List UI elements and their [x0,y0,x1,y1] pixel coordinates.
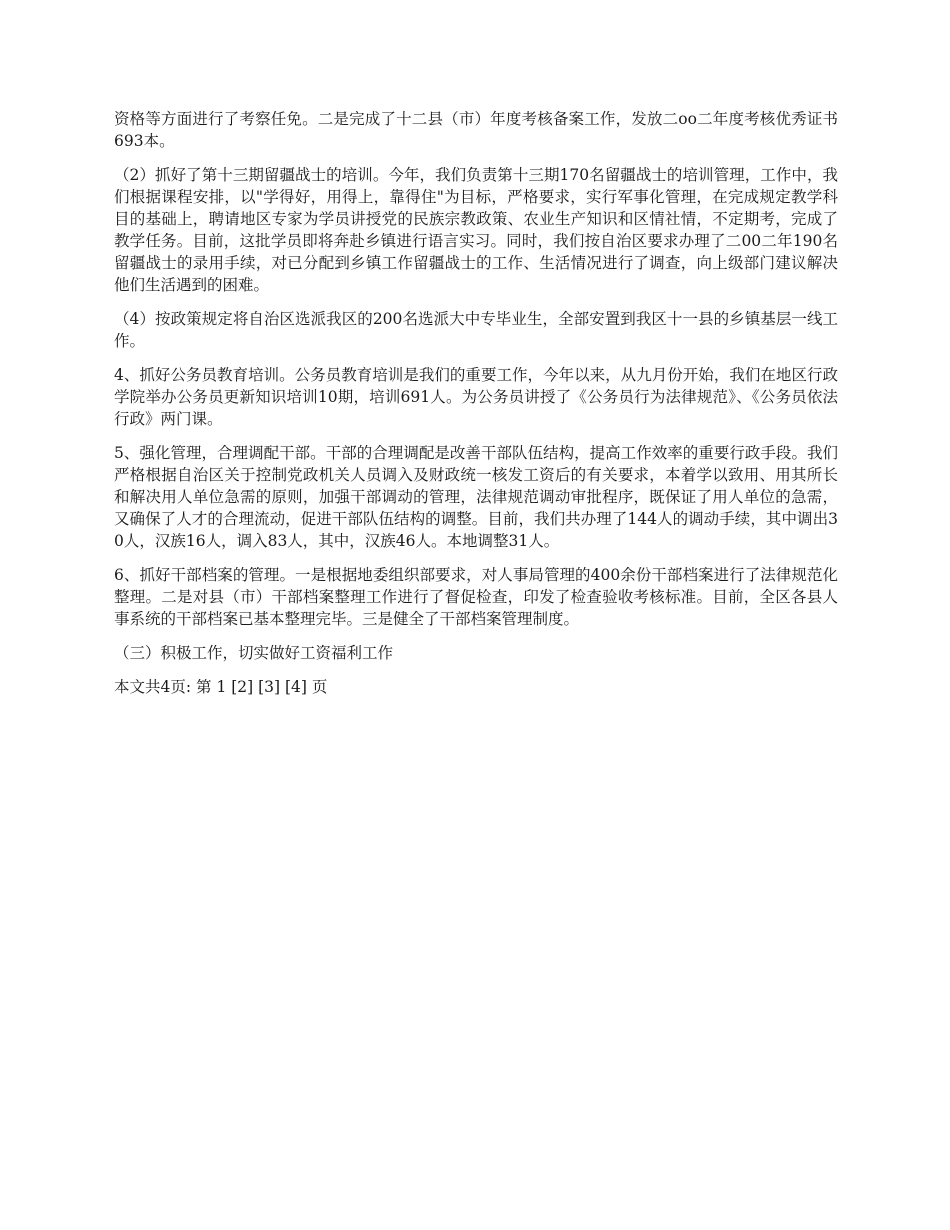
document-body [114,108,838,710]
paragraph-appointment-summary: 资格等方面进行了考察任免。二是完成了十二县（市）年度考核备案工作，发放二oo二年度考核优秀证书693本。 [114,110,838,150]
paragraph-graduate-placement: （4）按政策规定将自治区选派我区的200名选派大中专毕业生，全部安置到我区十一县的乡镇基层一线工作。 [114,310,838,350]
paragraph-soldier-training: （2）抓好了第十三期留疆战士的培训。今年，我们负责第十三期170名留疆战士的培训管理，工作中，我们根据课程安排，以"学得好，用得上，靠得住"为目标，严格要求，实行军事化管理，在完成规定教学科目的基础上，聘请地区专家为学员讲授党的民族宗教政策、农业生产知识和区情社情，不定期考，完成了教学任务。目前，这批学员即将奔赴乡镇进行语言实习。同时，我们按自治区要求办理了二00二年190名留疆战士的录用手续，对已分配到乡镇工作留疆战士的工作、生活情况进行了调查，向上级部门建议解决他们生活遇到的困难。 [114,166,838,294]
paragraph-cadre-archives: 6、抓好干部档案的管理。一是根据地委组织部要求，对人事局管理的400余份干部档案进行了法律规范化整理。二是对县（市）干部档案整理工作进行了督促检查，印发了检查验收考核标准。目前，全区各县人事系统的干部档案已基本整理完毕。三是健全了干部档案管理制度。 [114,566,838,628]
paragraph-cadre-allocation: 5、强化管理，合理调配干部。干部的合理调配是改善干部队伍结构，提高工作效率的重要行政手段。我们严格根据自治区关于控制党政机关人员调入及财政统一核发工资后的有关要求，本着学以致用、用其所长和解决用人单位急需的原则，加强干部调动的管理，法律规范调动审批程序，既保证了用人单位的急需，又确保了人才的合理流动，促进干部队伍结构的调整。目前，我们共办理了144人的调动手续，其中调出30人，汉族16人，调入83人，其中，汉族46人。本地调整31人。 [114,444,838,550]
paragraph-civil-servant-training: 4、抓好公务员教育培训。公务员教育培训是我们的重要工作，今年以来，从九月份开始，我们在地区行政学院举办公务员更新知识培训10期，培训691人。为公务员讲授了《公务员行为法律规范》、《公务员依法行政》两门课。 [114,366,838,428]
section-heading-wages-welfare: （三）积极工作，切实做好工资福利工作 [114,644,394,662]
pagination-footer: 本文共4页: 第 1 [2] [3] [4] 页 [114,678,328,696]
